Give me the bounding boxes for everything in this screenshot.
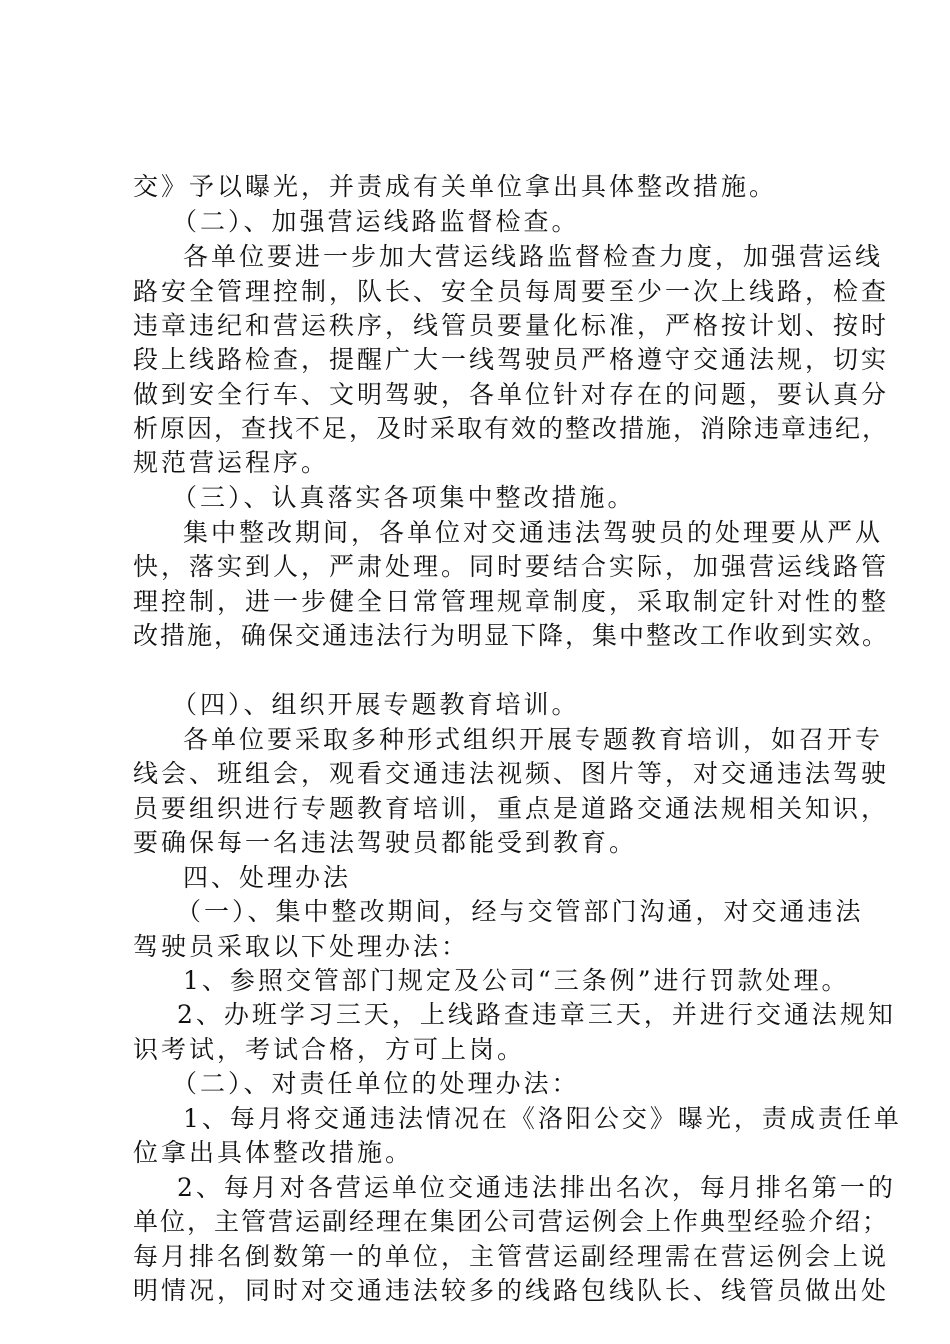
list-item: 2、每月对各营运单位交通违法排出名次，每月排名第一的 [177,1173,896,1202]
list-item: 1、每月将交通违法情况在《洛阳公交》曝光，责成责任单 [183,1104,902,1133]
text-line: 改措施，确保交通违法行为明显下降，集中整改工作收到实效。 [133,621,890,650]
list-item: 1、参照交管部门规定及公司“三条例”进行罚款处理。 [183,966,850,995]
text-line: 单位，主管营运副经理在集团公司营运例会上作典型经验介绍； [133,1207,890,1236]
text-line: 各单位要进一步加大营运线路监督检查力度，加强营运线 [183,242,884,271]
text-line: 理控制，进一步健全日常管理规章制度，采取制定针对性的整 [133,587,890,616]
section-heading: （四）、组织开展专题教育培训。 [172,690,580,719]
section-heading: （二）、加强营运线路监督检查。 [172,207,580,236]
text-line: 员要组织进行专题教育培训，重点是道路交通法规相关知识， [133,794,890,823]
text-line: 集中整改期间，各单位对交通违法驾驶员的处理要从严从 [183,518,884,547]
text-line: 明情况，同时对交通违法较多的线路包线队长、线管员做出处 [133,1276,890,1305]
text-line: 每月排名倒数第一的单位，主管营运副经理需在营运例会上说 [133,1242,890,1271]
text-line: 识考试，考试合格，方可上岗。 [133,1035,526,1064]
text-line: 位拿出具体整改措施。 [133,1138,414,1167]
text-line: 要确保每一名违法驾驶员都能受到教育。 [133,828,638,857]
text-line: 析原因，查找不足，及时采取有效的整改措施，消除违章违纪， [133,414,890,443]
text-line: 违章违纪和营运秩序，线管员要量化标准，严格按计划、按时 [133,311,890,340]
text-line: 驾驶员采取以下处理办法： [133,932,470,961]
text-line: 段上线路检查，提醒广大一线驾驶员严格遵守交通法规，切实 [133,345,890,374]
text-line: 做到安全行车、文明驾驶，各单位针对存在的问题，要认真分 [133,380,890,409]
text-line: 规范营运程序。 [133,448,330,477]
section-heading: （三）、认真落实各项集中整改措施。 [172,483,636,512]
text-line: 各单位要采取多种形式组织开展专题教育培训，如召开专 [183,725,884,754]
text-line: 线会、班组会，观看交通违法视频、图片等，对交通违法驾驶 [133,759,890,788]
text-line: 路安全管理控制，队长、安全员每周要至少一次上线路，检查 [133,277,890,306]
text-line: （一）、集中整改期间，经与交管部门沟通，对交通违法 [176,897,864,926]
text-line: 快，落实到人，严肃处理。同时要结合实际，加强营运线路管 [133,552,890,581]
section-heading: 四、处理办法 [183,863,352,892]
text-line: 交》予以曝光，并责成有关单位拿出具体整改措施。 [133,172,778,201]
section-heading: （二）、对责任单位的处理办法： [172,1069,580,1098]
list-item: 2、办班学习三天，上线路查违章三天，并进行交通法规知 [177,1000,896,1029]
